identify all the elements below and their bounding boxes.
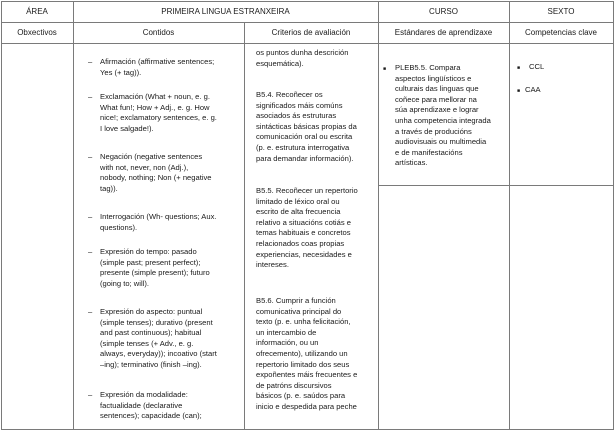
standard-line: culturais das linguas que xyxy=(395,84,479,94)
subheader-competences: Competencias clave xyxy=(524,28,598,37)
criteria-line: inicio e despedida para peche xyxy=(256,401,357,411)
content-line: presente (simple present); futuro xyxy=(100,268,210,278)
subheader-criteria: Criterios de avaliación xyxy=(271,28,351,37)
content-line: factualidade (declarative xyxy=(100,400,183,410)
subheader-contents: Contidos xyxy=(142,28,175,37)
content-line: (simple tenses (+ Adv., e. g. xyxy=(100,338,194,348)
dash-bullet: – xyxy=(88,307,93,316)
criteria-line: de patróns discursivos xyxy=(256,380,332,390)
criteria-line: ofrecemento), utilizando un xyxy=(256,348,348,358)
content-line: always, everyday)); incoativo (start xyxy=(100,349,217,359)
contents-list xyxy=(88,57,242,427)
criteria-line: experiencias, necesidades e xyxy=(256,249,352,259)
criteria-line: B5.6. Cumprir a función xyxy=(256,296,336,305)
rule-standard-bottom xyxy=(378,185,614,186)
standard-line: aspectos lingüísticos e xyxy=(395,73,472,83)
criteria-line: os puntos dunha descrición xyxy=(256,48,349,57)
standard-line: súa aprendizaxe e lograr xyxy=(395,105,479,115)
criteria-line: escrito de alta frecuencia xyxy=(256,207,341,217)
standard-line: artísticas. xyxy=(395,158,428,168)
standard-line: e de manifestacións xyxy=(395,147,463,157)
content-line: Yes (+ tag)). xyxy=(100,67,142,77)
criteria-line: B5.5. Recoñecer un repertorio xyxy=(256,186,358,195)
competence-label: CAA xyxy=(525,85,541,94)
header-course-label: CURSO xyxy=(429,7,458,16)
content-line: (simple tenses); durativo (present xyxy=(100,317,213,327)
content-line: Exclamación (What + noun, e. g. xyxy=(100,92,210,101)
content-line: with not, never, non (Adj.), xyxy=(100,162,189,172)
criteria-line: intereses. xyxy=(256,260,289,270)
criteria-line: relativo a situacións cotiás e xyxy=(256,217,351,227)
criteria-line: B5.4. Recoñecer os xyxy=(256,90,323,99)
content-line: and past continuous); habitual xyxy=(100,328,202,338)
standard-line: unha competencia integrada xyxy=(395,115,491,125)
standard-line: coñece para mellorar na xyxy=(395,94,477,104)
criteria-block-b5-4 xyxy=(256,90,377,164)
criteria-block-b5-5 xyxy=(256,186,377,271)
criteria-block-continuation xyxy=(256,48,377,69)
criteria-line: significados máis comúns xyxy=(256,100,343,110)
content-line: Afirmación (affirmative sentences; xyxy=(100,57,215,66)
content-line: Expresión da modalidade: xyxy=(100,390,188,399)
square-bullet: ■ xyxy=(383,66,387,72)
criteria-line: sintácticas básicas propias da xyxy=(256,121,357,131)
content-line: What fun!; How + Adj., e. g. How xyxy=(100,102,210,112)
criteria-line: para demandar información). xyxy=(256,153,354,163)
rule-left xyxy=(1,1,2,430)
dash-bullet: – xyxy=(88,57,93,66)
criteria-line: limitado de léxico oral ou xyxy=(256,196,340,206)
rule-col-contents xyxy=(73,22,74,430)
rule-col-criteria xyxy=(244,22,245,430)
header-area: ÁREA xyxy=(26,7,48,16)
criteria-line: esquemática). xyxy=(256,58,304,68)
content-line: (going to; will). xyxy=(100,278,149,288)
standard-line: audiovisuais ou multimedia xyxy=(395,137,487,147)
content-line: sentences); capacidade (can); xyxy=(100,411,202,421)
rule-right xyxy=(613,1,614,430)
header-course-value: SEXTO xyxy=(547,7,575,16)
subheader-objectives: Obxectivos xyxy=(17,28,57,37)
rule-header-bottom xyxy=(1,22,614,23)
content-line: –ing); terminativo (finish –ing). xyxy=(100,359,202,369)
criteria-line: relacionados coas propias xyxy=(256,238,345,248)
content-line: Expresión do tempo: pasado xyxy=(100,247,197,256)
dash-bullet: – xyxy=(88,247,93,256)
rule-bottom xyxy=(1,429,614,430)
content-line: Expresión do aspecto: puntual xyxy=(100,307,203,316)
competence-label: CCL xyxy=(529,62,545,71)
standard-line: a través de producións xyxy=(395,126,472,136)
dash-bullet: – xyxy=(88,92,93,101)
criteria-list xyxy=(256,48,377,428)
criteria-line: asociados ás estruturas xyxy=(256,111,337,121)
content-line: Interrogación (Wh- questions; Aux. xyxy=(100,212,217,221)
content-line: tag)). xyxy=(100,183,118,193)
criteria-line: texto (p. e. unha felicitación, xyxy=(256,317,351,327)
content-line: I love salgade!). xyxy=(100,123,154,133)
content-line: nice!; exclamatory sentences, e. g. xyxy=(100,113,217,123)
criteria-line: comunicación oral ou escrita xyxy=(256,132,353,142)
dash-bullet: – xyxy=(88,152,93,161)
rule-subheader-bottom xyxy=(1,43,614,44)
dash-bullet: – xyxy=(88,212,93,221)
criteria-line: temas habituais e concretos xyxy=(256,228,351,238)
content-line: Negación (negative sentences xyxy=(100,152,203,161)
criteria-line: (p. e. estrutura interrogativa xyxy=(256,142,350,152)
criteria-line: comunicativa principal do xyxy=(256,306,342,316)
content-line: questions). xyxy=(100,222,138,232)
square-bullet: ■ xyxy=(517,88,521,94)
standard-line: PLEB5.5. Compara xyxy=(395,63,461,72)
rule-top xyxy=(1,1,614,2)
content-line: nobody, nothing; Non (+ negative xyxy=(100,173,212,183)
criteria-line: expoñentes máis frecuentes e xyxy=(256,370,358,380)
content-line: (simple past; present perfect); xyxy=(100,257,201,267)
header-subject: PRIMEIRA LINGUA ESTRANXEIRA xyxy=(161,7,290,16)
rule-col-standards xyxy=(378,1,379,430)
criteria-line: información, ou un xyxy=(256,338,319,348)
square-bullet: ■ xyxy=(517,65,521,71)
criteria-line: repertorio limitado dos seus xyxy=(256,359,350,369)
criteria-block-b5-6 xyxy=(256,296,377,413)
rule-col-competences xyxy=(509,1,510,430)
criteria-line: un intercambio de xyxy=(256,327,317,337)
subheader-standards: Estándares de aprendizaxe xyxy=(394,28,493,37)
criteria-line: básicos (p. e. saúdos para xyxy=(256,391,346,401)
dash-bullet: – xyxy=(88,390,93,399)
